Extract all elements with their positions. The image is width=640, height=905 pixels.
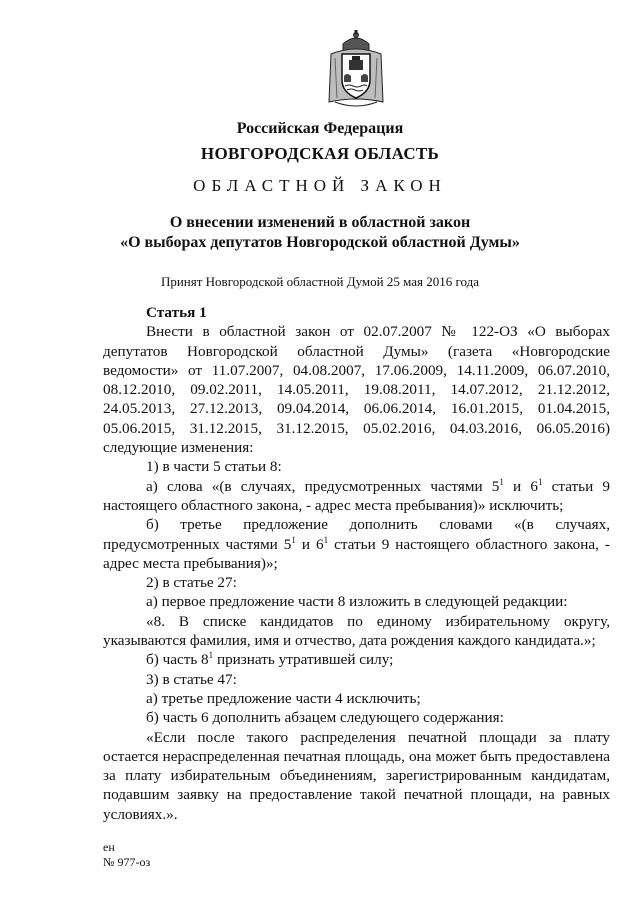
item-3a: а) третье предложение части 4 исключить; xyxy=(146,689,421,707)
country-name: Российская Федерация xyxy=(236,120,404,137)
article-heading: Статья 1 xyxy=(146,304,207,321)
footer-law-number: № 977-оз xyxy=(103,855,151,869)
item-2b: б) часть $8^1$ признать утратившей силу; xyxy=(146,650,394,669)
item-3: 3) в статье 47: xyxy=(146,670,237,688)
item-2: 2) в статье 27: xyxy=(146,574,237,592)
law-type: ОБЛАСТНОЙ ЗАКОН xyxy=(193,176,447,195)
region-name: НОВГОРОДСКАЯ ОБЛАСТЬ xyxy=(200,144,440,163)
item-1a: а) слова «(в случаях, предусмотренных частями $5^1$ и $6^1$ статьи 9 настоящего областного закона, - адрес места пребывания)» исключить; xyxy=(103,476,610,514)
item-3b: б) часть 6 дополнить абзацем следующего содержания: xyxy=(146,709,504,727)
intro-paragraph: Внести в областной закон от 02.07.2007 № 122-ОЗ «О выборах депутатов Новгородской областной Думы» (газета «Новгородские ведомости» от 11.07.2007, 04.08.2007, 17.06.2009, 14.11.2009, 06.07.2010, 08.12.2010, 09.02.2011, 14.05.2011, 19.08.2011, 14.07.2012, 21.12.2012, 24.05.2013, 27.12.2013, 09.04.2014, 06.06.2014, 16.01.2015, 01.04.2015, 05.06.2015, 31.12.2015, 31.12.2015, 05.02.2016, 04.03.2016, 06.05.2016) следующие изменения: xyxy=(103,323,610,457)
law-body xyxy=(103,303,610,824)
adoption-note: Принят Новгородской областной Думой 25 мая 2016 года xyxy=(160,274,480,289)
item-2a: а) первое предложение части 8 изложить в следующей редакции: xyxy=(146,593,568,611)
footer-initials: ен xyxy=(103,840,115,854)
item-2-quote: «8. В списке кандидатов по единому избирательному округу, указываются фамилия, имя и отчество, дата рождения каждого кандидата.»; xyxy=(103,612,610,650)
law-title-line-2: «О выборах депутатов Новгородской областной Думы» xyxy=(120,234,520,251)
item-1: 1) в части 5 статьи 8: xyxy=(146,458,282,476)
item-1b: б) третье предложение дополнить словами «(в случаях, предусмотренных частями $5^1$ и $6^1$ статьи 9 настоящего областного закона, - адрес места пребывания)»; xyxy=(103,516,610,572)
coat-of-arms-icon xyxy=(325,30,387,110)
footer xyxy=(103,840,150,870)
law-title-line-1: О внесении изменений в областной закон xyxy=(169,214,471,231)
item-3-quote: «Если после такого распределения печатной площади за плату остается нераспределенная печатная площадь, она может быть предоставлена за плату избирательным объединениям, зарегистрированным кандидатам, подавшим заявку на предоставление такой печатной площади, на равных условиях.». xyxy=(103,728,610,823)
